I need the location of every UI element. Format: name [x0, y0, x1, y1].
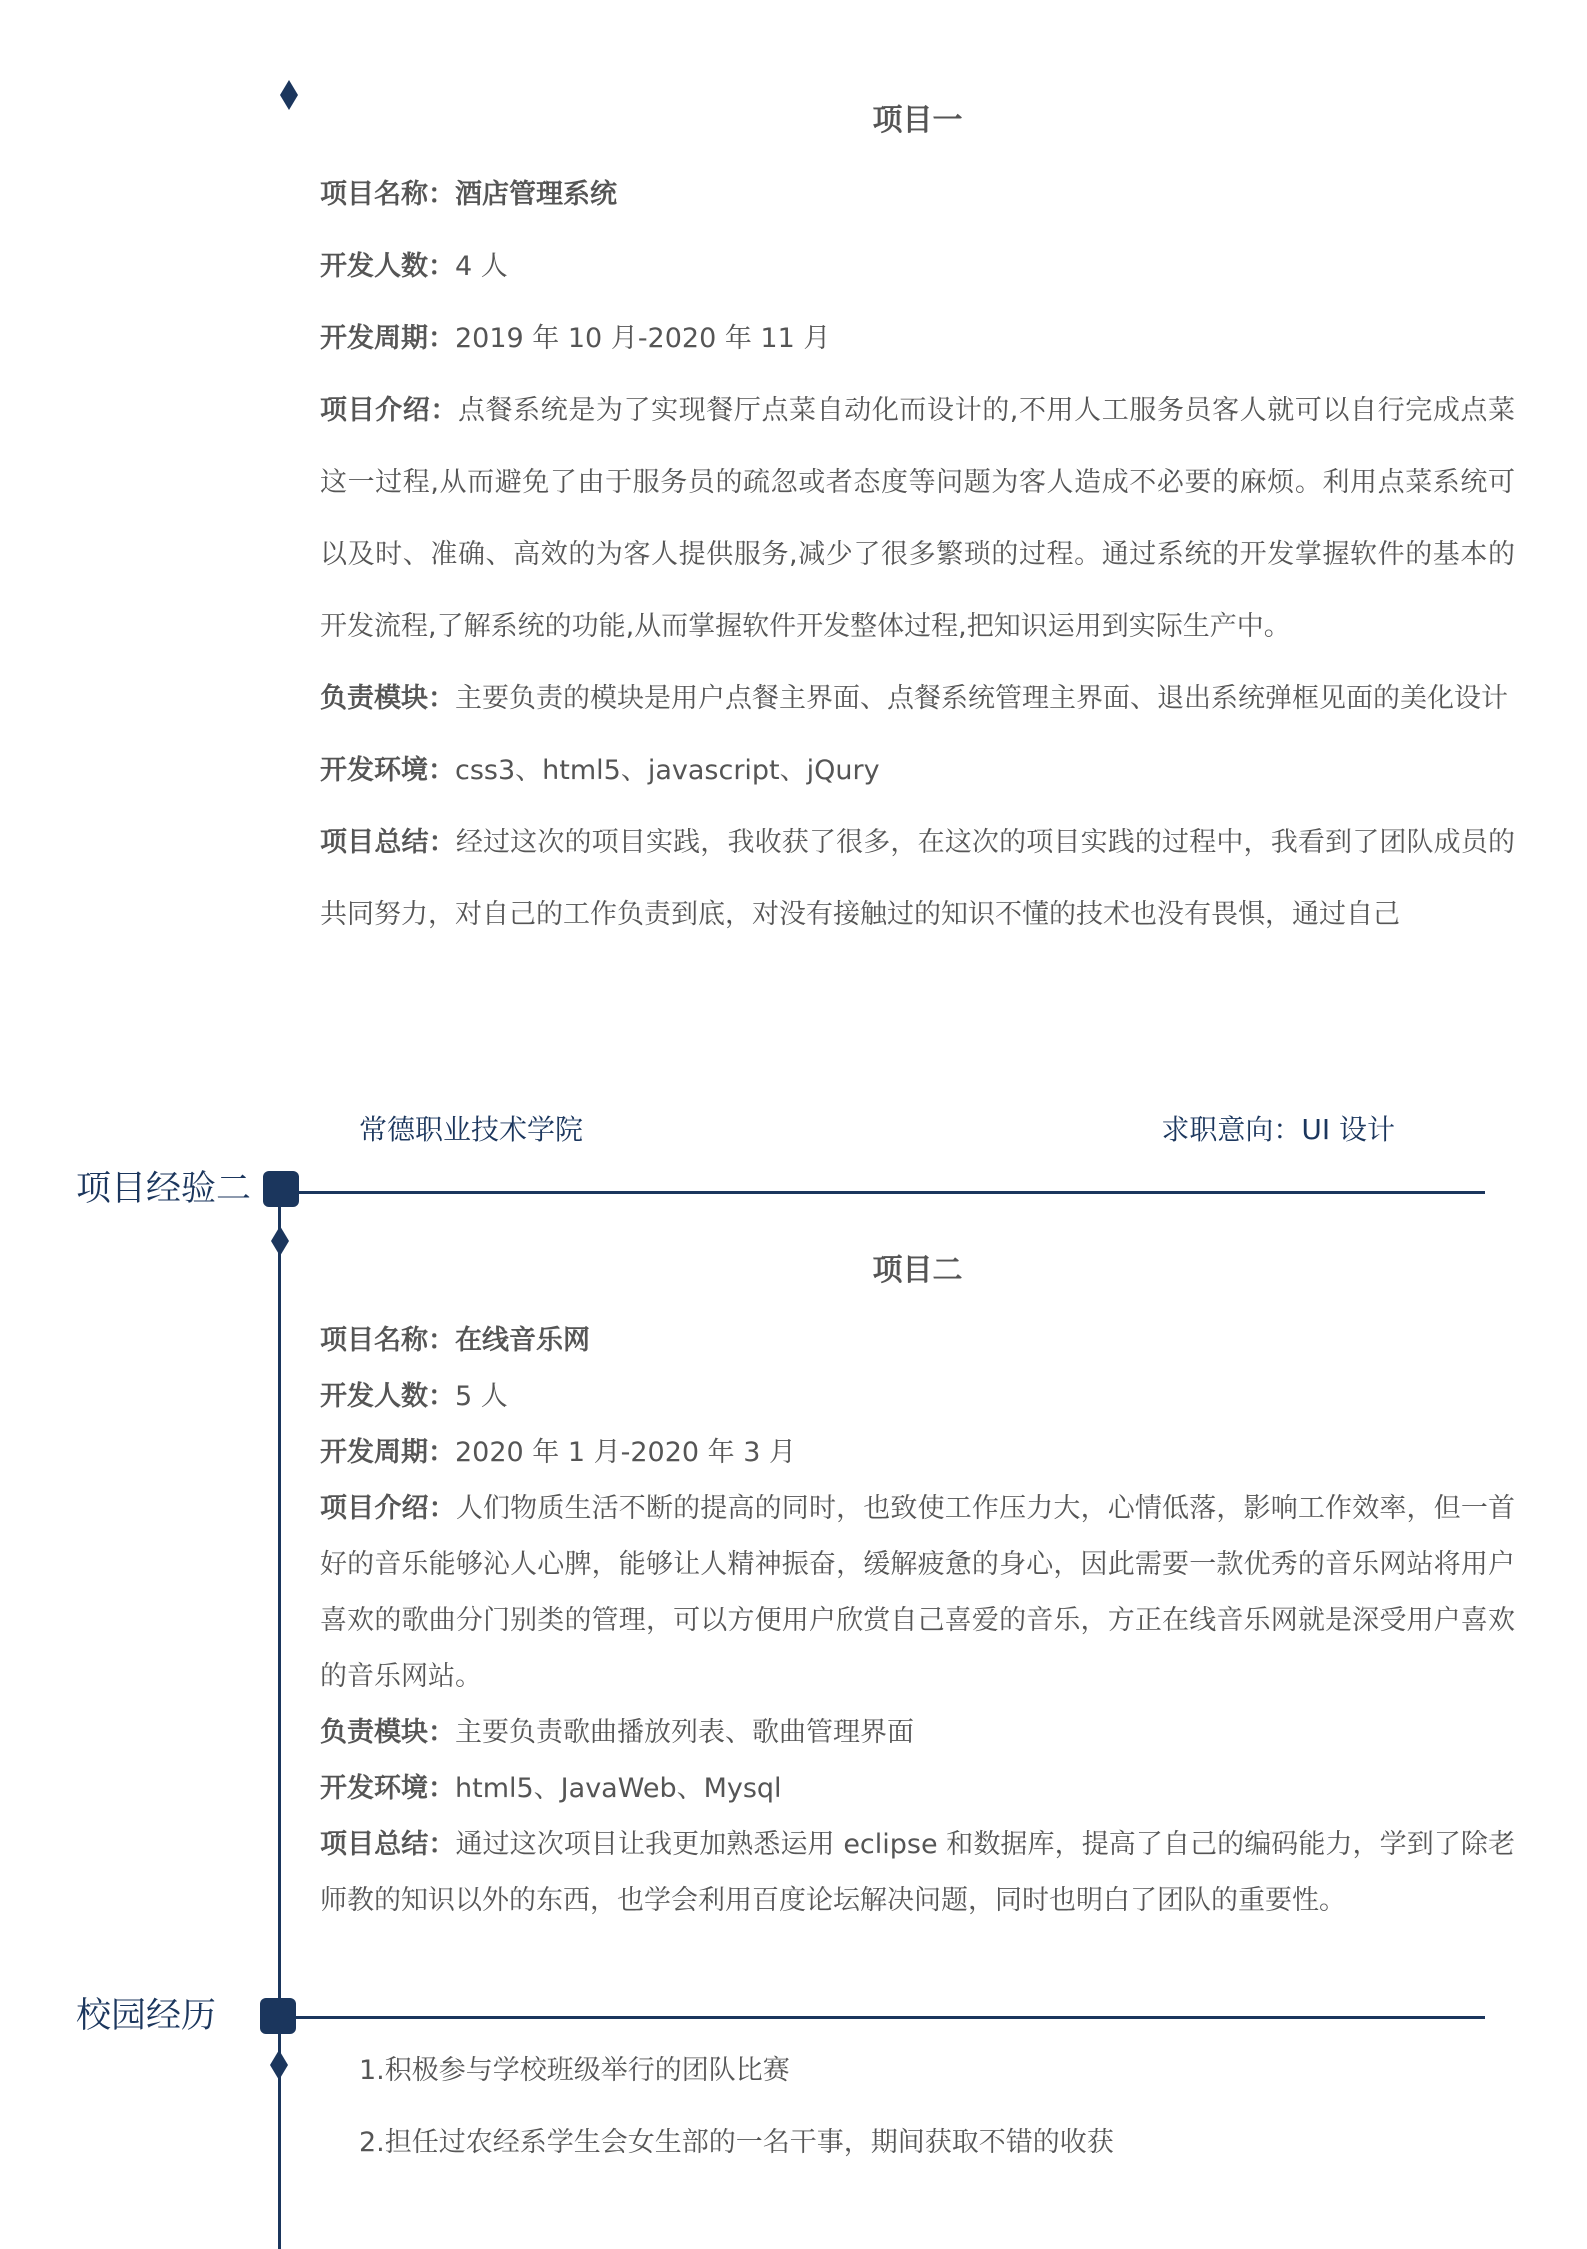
section-title-campus: 校园经历: [76, 1996, 217, 2036]
detail-value: 人们物质生活不断的提高的同时，也致使工作压力大，心情低落，影响工作效率，但一首好的音乐能够沁人心脾，能够让人精神振奋，缓解疲惫的身心，因此需要一款优秀的音乐网站将用户喜欢的歌曲分门别类的管理，可以方便用户欣赏自己喜爱的音乐，方正在线音乐网就是深受用户喜欢的音乐网站。: [320, 1493, 1516, 1692]
detail-value: 2020 年 1 月-2020 年 3 月: [455, 1437, 797, 1468]
detail-row: [320, 1481, 1515, 1705]
detail-label: 项目总结：: [320, 1829, 456, 1860]
detail-value: css3、html5、javascript、jQury: [455, 755, 880, 786]
detail-row: [320, 663, 1515, 735]
detail-value: 点餐系统是为了实现餐厅点菜自动化而设计的,不用人工服务员客人就可以自行完成点菜这一过程,从而避免了由于服务员的疏忽或者态度等问题为客人造成不必要的麻烦。利用点菜系统可以及时、准确、高效的为客人提供服务,减少了很多繁琐的过程。通过系统的开发掌握软件的基本的开发流程,了解系统的功能,从而掌握软件开发整体过程,把知识运用到实际生产中。: [320, 395, 1516, 642]
detail-row: [320, 735, 1515, 807]
detail-label: 开发周期：: [320, 323, 455, 354]
detail-row: [320, 303, 1515, 375]
section-square-icon: [263, 1171, 299, 1207]
project2-title: 项目二: [872, 1253, 963, 1288]
detail-label: 开发人数：: [320, 251, 455, 282]
detail-row: [320, 375, 1515, 663]
job-intention: 求职意向：UI 设计: [1161, 1113, 1395, 1146]
detail-value: 5 人: [455, 1381, 508, 1412]
detail-value: 4 人: [455, 251, 508, 282]
school-name: 常德职业技术学院: [359, 1113, 584, 1146]
detail-value: 酒店管理系统: [455, 179, 617, 210]
detail-row: [320, 807, 1515, 951]
detail-row: [320, 231, 1515, 303]
detail-label: 项目总结：: [320, 827, 456, 858]
section-divider: [290, 2016, 1485, 2019]
detail-row: [320, 1705, 1515, 1761]
detail-row: [320, 1369, 1515, 1425]
project1-details: [320, 159, 1515, 951]
section-divider: [290, 1191, 1485, 1194]
timeline-line: [278, 1189, 281, 2249]
diamond-marker-icon: [280, 80, 298, 110]
campus-item: 1.积极参与学校班级举行的团队比赛: [359, 2055, 790, 2086]
detail-row: [320, 1313, 1515, 1369]
detail-value: 经过这次的项目实践，我收获了很多，在这次的项目实践的过程中，我看到了团队成员的共同努力，对自己的工作负责到底，对没有接触过的知识不懂的技术也没有畏惧，通过自己: [320, 827, 1516, 930]
detail-label: 项目介绍：: [320, 395, 458, 426]
diamond-marker-icon: [271, 1226, 289, 1256]
project2-details: [320, 1313, 1515, 1929]
detail-value: html5、JavaWeb、Mysql: [455, 1773, 782, 1804]
detail-label: 开发人数：: [320, 1381, 455, 1412]
detail-label: 项目名称：: [320, 1325, 455, 1356]
detail-row: [320, 159, 1515, 231]
project1-title: 项目一: [872, 103, 963, 138]
section-title-project2: 项目经验二: [76, 1169, 252, 1209]
campus-item: 2.担任过农经系学生会女生部的一名干事，期间获取不错的收获: [359, 2127, 1114, 2158]
detail-value: 主要负责的模块是用户点餐主界面、点餐系统管理主界面、退出系统弹框见面的美化设计: [455, 683, 1508, 714]
detail-row: [320, 1817, 1515, 1929]
detail-row: [320, 1425, 1515, 1481]
detail-value: 在线音乐网: [455, 1325, 590, 1356]
detail-value: 2019 年 10 月-2020 年 11 月: [455, 323, 831, 354]
detail-label: 项目介绍：: [320, 1493, 456, 1524]
detail-value: 主要负责歌曲播放列表、歌曲管理界面: [455, 1717, 914, 1748]
detail-value: 通过这次项目让我更加熟悉运用 eclipse 和数据库，提高了自己的编码能力，学到了除老师教的知识以外的东西，也学会利用百度论坛解决问题，同时也明白了团队的重要性。: [320, 1829, 1515, 1916]
detail-label: 开发环境：: [320, 755, 455, 786]
detail-label: 项目名称：: [320, 179, 455, 210]
detail-row: [320, 1761, 1515, 1817]
detail-label: 开发环境：: [320, 1773, 455, 1804]
detail-label: 负责模块：: [320, 1717, 455, 1748]
diamond-marker-icon: [270, 2050, 288, 2080]
detail-label: 开发周期：: [320, 1437, 455, 1468]
detail-label: 负责模块：: [320, 683, 455, 714]
